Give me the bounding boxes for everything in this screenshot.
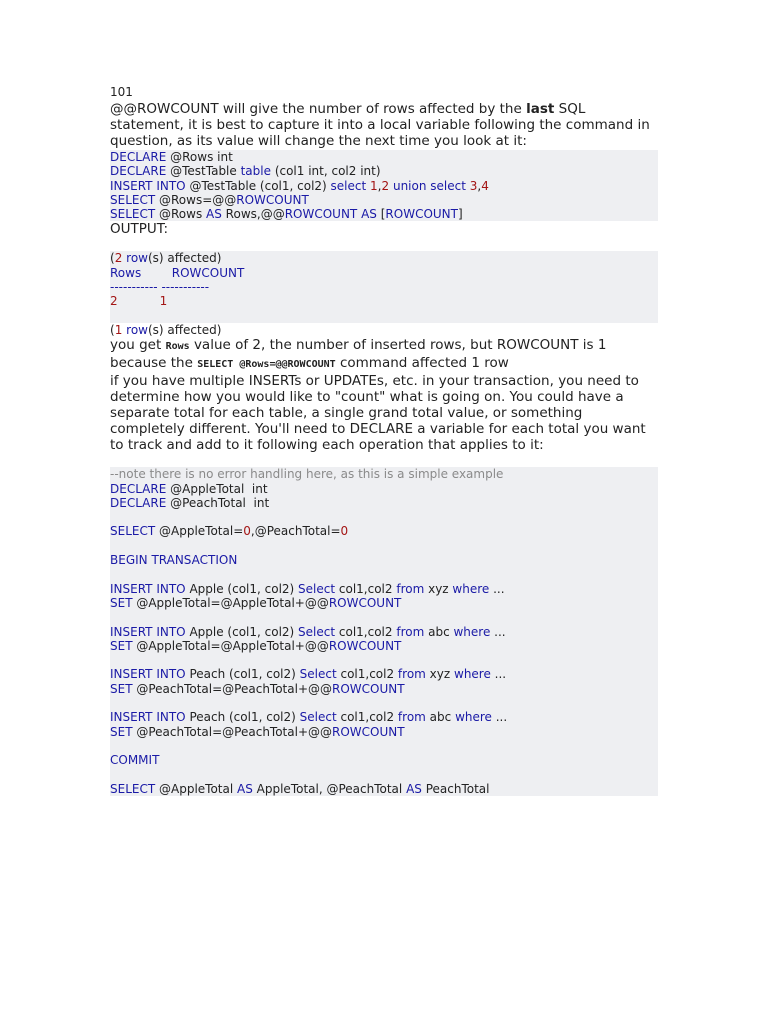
code-text: col1,col2 — [335, 624, 397, 639]
column-header: ROWCOUNT — [171, 265, 245, 280]
keyword: ROWCOUNT — [236, 192, 309, 207]
keyword: SELECT — [110, 192, 156, 207]
blank-line — [110, 309, 658, 323]
page-number: 101 — [110, 85, 133, 99]
number: 1 — [370, 178, 378, 193]
blank-line — [110, 610, 658, 624]
code-text: (s) affected) — [147, 251, 222, 266]
code-line — [110, 582, 658, 596]
keyword: ROWCOUNT — [385, 207, 458, 222]
code-text: col1,col2 — [335, 581, 397, 596]
code-text: ... — [491, 710, 508, 725]
code-line — [110, 482, 658, 496]
number: 2 — [114, 251, 123, 266]
keyword: SET — [110, 638, 133, 653]
code-text: xyz — [424, 581, 453, 596]
code-text: col1,col2 — [336, 710, 398, 725]
code-comment: --note there is no error handling here, as this is a simple example — [110, 467, 504, 482]
keyword: from — [396, 624, 425, 639]
keyword: AS — [206, 207, 222, 222]
output-line — [110, 323, 658, 337]
keyword: Select — [299, 710, 337, 725]
keyword: union — [392, 178, 427, 193]
code-text: Peach (col1, col2) — [185, 710, 300, 725]
blank-line — [110, 768, 658, 782]
code-line — [110, 710, 658, 724]
code-text: abc — [425, 710, 456, 725]
code-line — [110, 639, 658, 653]
code-block-1 — [110, 150, 658, 221]
code-text: Peach (col1, col2) — [185, 667, 300, 682]
keyword: SET — [110, 595, 133, 610]
code-text: abc — [424, 624, 454, 639]
keyword: AS — [361, 207, 377, 222]
blank-line — [110, 739, 658, 753]
code-block-2 — [110, 467, 658, 796]
number: 1 — [159, 294, 168, 309]
keyword: ROWCOUNT — [328, 638, 402, 653]
prose-text: command affected 1 row — [335, 355, 509, 372]
intro-text-b: SQL statement, it is best to capture it into a local variable following the command in question, as its value will change the next time you look at it: — [110, 101, 650, 149]
keyword: INSERT INTO — [110, 667, 186, 682]
code-text: @TestTable — [166, 164, 241, 179]
code-text: , — [377, 178, 382, 193]
keyword: INSERT INTO — [110, 581, 186, 596]
code-text: @Rows=@@ — [155, 192, 237, 207]
code-text: (s) affected) — [147, 322, 222, 337]
keyword: where — [455, 710, 492, 725]
keyword: SELECT — [110, 781, 156, 796]
keyword: SET — [110, 681, 133, 696]
code-text: [ — [376, 207, 386, 222]
number: 3 — [469, 178, 478, 193]
code-text: @Rows int — [166, 150, 233, 164]
code-text: @AppleTotal=@AppleTotal+@@ — [132, 638, 329, 653]
prose-text: you get — [110, 337, 166, 354]
keyword: from — [397, 667, 426, 682]
blank-line — [110, 567, 658, 581]
keyword: ROWCOUNT — [332, 681, 405, 696]
output-block — [110, 251, 658, 322]
code-line — [110, 496, 658, 510]
code-text: , — [477, 178, 482, 193]
code-text: @AppleTotal — [155, 781, 238, 796]
intro-paragraph — [110, 101, 658, 149]
number: 1 — [114, 322, 123, 337]
keyword: SET — [110, 724, 133, 739]
explanation-paragraph-2: if you have multiple INSERTs or UPDATEs, etc. in your transaction, you need to determine how you would like to "count" what is going on. You could have a separate total for each table, a single grand total value, or something completely different. You'll need to DECLARE a variable for each total you want to track and add to it following each operation that applies to it: — [110, 373, 646, 454]
code-text: ... — [490, 667, 507, 682]
code-text: @PeachTotal int — [166, 495, 270, 510]
keyword: AS — [237, 781, 253, 796]
code-text: ] — [457, 207, 463, 222]
code-text: @PeachTotal=@PeachTotal+@@ — [132, 724, 333, 739]
keyword: where — [454, 667, 491, 682]
keyword: where — [452, 581, 490, 596]
code-text: ( — [110, 251, 115, 266]
code-line — [110, 207, 658, 221]
keyword: where — [453, 624, 491, 639]
code-line — [110, 667, 658, 681]
keyword: DECLARE — [110, 150, 167, 164]
blank-line — [110, 539, 658, 553]
keyword: Select — [299, 667, 337, 682]
keyword: select — [430, 178, 466, 193]
prose-text: value of 2, the number of inserted rows, but ROWCOUNT is 1 because the — [110, 337, 607, 372]
code-text: @PeachTotal=@PeachTotal+@@ — [132, 681, 333, 696]
number: 4 — [481, 178, 489, 193]
code-text: AppleTotal, @PeachTotal — [252, 781, 407, 796]
keyword: Select — [298, 581, 336, 596]
document-page — [110, 84, 658, 796]
code-line — [110, 193, 658, 207]
number: 2 — [110, 294, 118, 309]
keyword: from — [397, 710, 426, 725]
keyword: ROWCOUNT — [328, 595, 402, 610]
code-line — [110, 524, 658, 538]
keyword: DECLARE — [110, 495, 167, 510]
number: 0 — [243, 524, 251, 539]
code-line: BEGIN TRANSACTION — [110, 553, 238, 568]
code-text: (col1 int, col2 int) — [271, 164, 381, 179]
output-tail — [110, 323, 658, 337]
intro-bold: last — [526, 101, 555, 117]
code-line: COMMIT — [110, 753, 160, 768]
code-line — [110, 782, 658, 796]
keyword: Select — [298, 624, 336, 639]
column-header: Rows — [110, 265, 142, 280]
keyword: INSERT INTO — [110, 178, 186, 193]
code-line — [110, 625, 658, 639]
keyword: SELECT — [110, 524, 156, 539]
inline-code: Rows — [165, 341, 190, 353]
output-label: OUTPUT: — [110, 221, 169, 238]
code-line — [110, 179, 658, 193]
code-text: @AppleTotal= — [155, 524, 244, 539]
output-line — [110, 251, 658, 265]
keyword: from — [396, 581, 425, 596]
output-line: ----------- ----------- — [110, 280, 210, 295]
keyword: SELECT — [110, 207, 156, 222]
blank-line — [110, 510, 658, 524]
code-text: PeachTotal — [421, 781, 490, 796]
code-line — [110, 164, 658, 178]
code-line — [110, 725, 658, 739]
code-text: ... — [489, 581, 505, 596]
intro-text-a: @@ROWCOUNT will give the number of rows affected by the — [110, 101, 527, 117]
code-line — [110, 682, 658, 696]
code-line — [110, 150, 658, 164]
inline-code: SELECT @Rows=@@ROWCOUNT — [197, 359, 336, 371]
output-line — [110, 294, 658, 308]
number: 2 — [381, 178, 390, 193]
keyword: DECLARE — [110, 164, 167, 179]
code-text: @TestTable (col1, col2) — [185, 178, 331, 193]
keyword: AS — [406, 781, 422, 796]
code-line — [110, 596, 658, 610]
blank-line — [110, 696, 658, 710]
keyword: row — [126, 251, 148, 266]
code-text: ,@PeachTotal= — [250, 524, 341, 539]
code-text: ( — [110, 322, 115, 337]
output-line — [110, 266, 658, 280]
code-text: ... — [490, 624, 506, 639]
keyword: ROWCOUNT — [284, 207, 358, 222]
code-text: Apple (col1, col2) — [185, 624, 299, 639]
code-text: xyz — [425, 667, 454, 682]
keyword: INSERT INTO — [110, 710, 186, 725]
keyword: select — [330, 178, 367, 193]
code-text: @AppleTotal=@AppleTotal+@@ — [132, 595, 329, 610]
code-text: @Rows — [155, 207, 207, 222]
keyword: DECLARE — [110, 481, 167, 496]
number: 0 — [340, 524, 349, 539]
code-text: col1,col2 — [336, 667, 398, 682]
code-text: Apple (col1, col2) — [185, 581, 299, 596]
keyword: INSERT INTO — [110, 624, 186, 639]
code-text: @AppleTotal int — [166, 481, 268, 496]
keyword: row — [126, 322, 148, 337]
explanation-paragraph-1 — [110, 337, 658, 373]
code-text: Rows,@@ — [221, 207, 285, 222]
blank-line — [110, 653, 658, 667]
keyword: table — [240, 164, 271, 179]
keyword: ROWCOUNT — [332, 724, 405, 739]
